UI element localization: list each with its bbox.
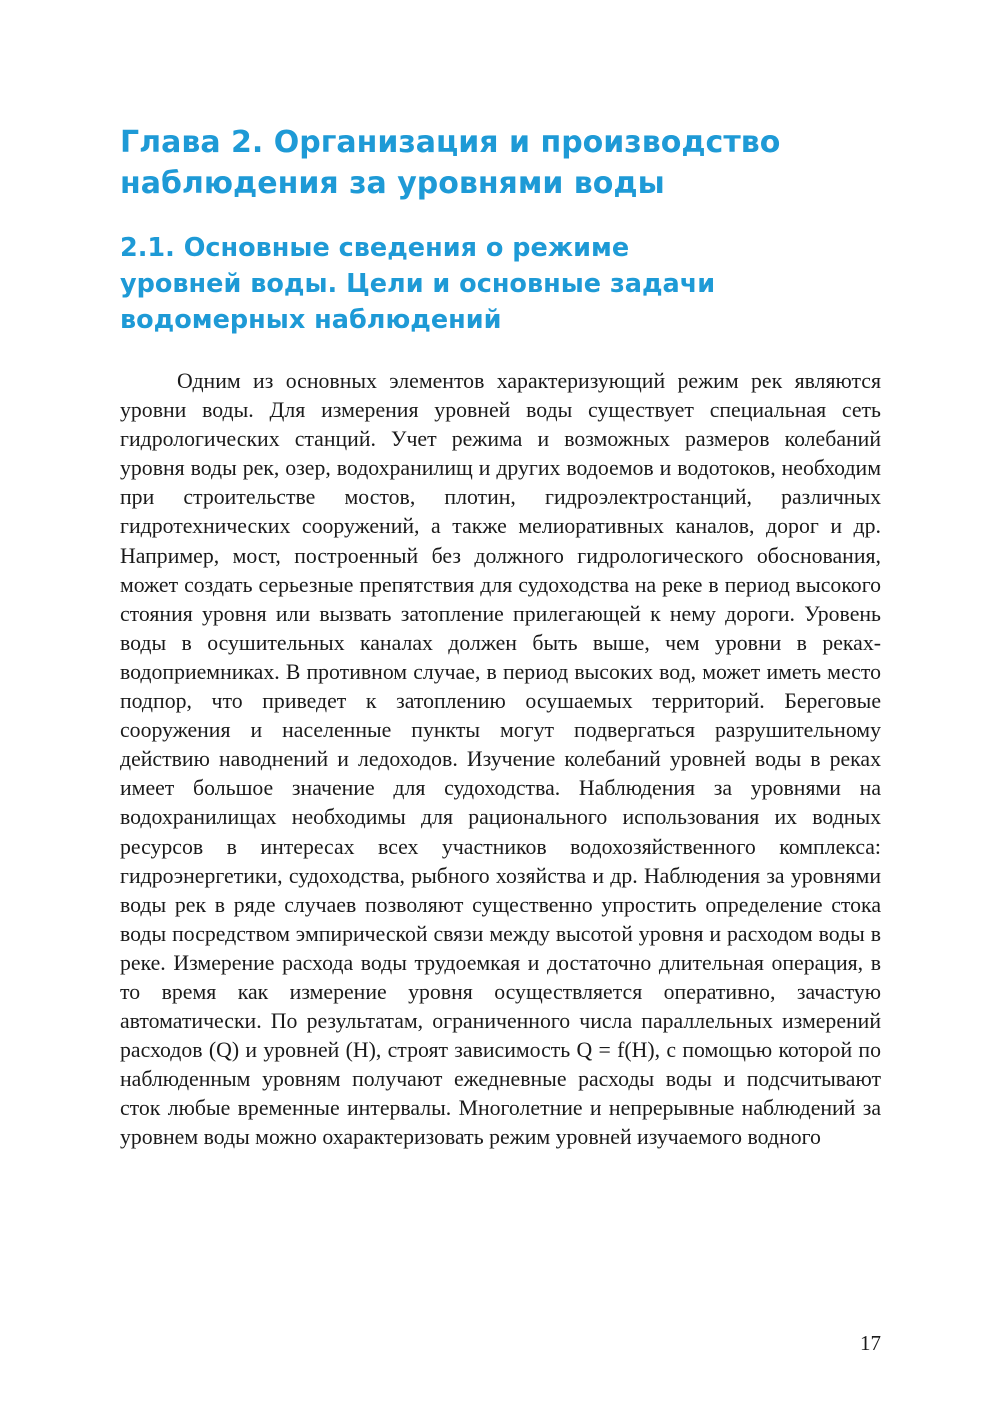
section-title: 2.1. Основные сведения о режиме уровней воды. Цели и основные задачи водомерных наблюдений <box>120 233 716 335</box>
chapter-title: Глава 2. Организация и производство наблюдения за уровнями воды <box>120 125 781 201</box>
body-paragraph: Одним из основных элементов характеризующий режим рек являются уровни воды. Для измерения уровней воды существует специальная сеть гидрологических станций. Учет режима и возможных размеров колебаний уровня воды рек, озер, водохранилищ и других водоемов и водотоков, необходим при строительстве мостов, плотин, гидроэлектростанций, различных гидротехнических сооружений, а также мелиоративных каналов, дорог и др. Например, мост, построенный без должного гидрологического обоснования, может создать серьезные препятствия для судоходства на реке в период высокого стояния уровня или вызвать затопление прилегающей к нему дороги. Уровень воды в осушительных каналах должен быть выше, чем уровни в реках-водоприемниках. В противном случае, в период высоких вод, может иметь место подпор, что приведет к затоплению осушаемых территорий. Береговые сооружения и населенные пункты могут подвергаться разрушительному действию наводнений и ледоходов. Изучение колебаний уровней воды в реках имеет большое значение для судоходства. Наблюдения за уровнями на водохранилищах необходимы для рационального использования их водных ресурсов в интересах всех участников водохозяйственного комплекса: гидроэнергетики, судоходства, рыбного хозяйства и др. Наблюдения за уровнями воды рек в ряде случаев позволяют существенно упростить определение стока воды посредством эмпирической связи между высотой уровня и расходом воды в реке. Измерение расхода воды трудоемкая и достаточно длительная операция, в то время как измерение уровня осуществляется оперативно, зачастую автоматически. По результатам, ограниченного числа параллельных измерений расходов (Q) и уровней (H), строят зависимость Q = f(H), с помощью которой по наблюденным уровням получают ежедневные расходы воды и подсчитывают сток любые временные интервалы. Многолетние и непрерывные наблюдений за уровнем воды можно охарактеризовать режим уровней изучаемого водного <box>120 369 881 1150</box>
page-number: 17 <box>860 1331 881 1355</box>
